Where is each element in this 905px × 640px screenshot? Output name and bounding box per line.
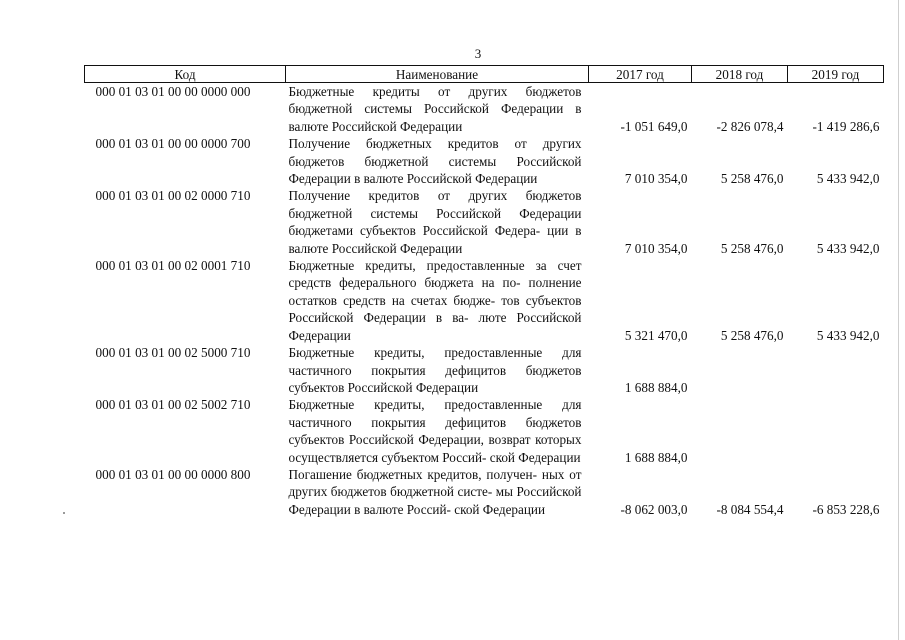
- table-row: [85, 83, 884, 136]
- header-2019: 2019 год: [788, 66, 884, 83]
- row-value-2018: -2 826 078,4: [716, 118, 784, 134]
- row-value-2018: [692, 396, 788, 466]
- row-value-2017: -8 062 003,0: [620, 501, 688, 517]
- row-code: 000 01 03 01 00 02 0001 710: [95, 258, 251, 274]
- row-value-2019: 5 433 942,0: [816, 240, 880, 256]
- row-code: 000 01 03 01 00 00 0000 700: [95, 136, 251, 152]
- table-row: [85, 257, 884, 344]
- row-name: Погашение бюджетных кредитов, получен- ных от других бюджетов бюджетной систе- мы Российской Федерации в валюте Россий- ской Федерации: [288, 466, 582, 517]
- table-body: [85, 83, 884, 519]
- row-value-2018: 5 258 476,0: [720, 240, 784, 256]
- row-value-2018: [692, 344, 788, 396]
- row-code: 000 01 03 01 00 02 5000 710: [95, 345, 251, 361]
- row-name: Бюджетные кредиты, предоставленные для частичного покрытия дефицитов бюджетов субъектов Российской Федерации: [288, 345, 582, 395]
- scan-speck: [63, 512, 65, 514]
- header-row: [85, 66, 884, 83]
- table-row: [85, 135, 884, 187]
- header-2017: 2017 год: [589, 66, 692, 83]
- row-value-2017: 1 688 884,0: [624, 449, 688, 465]
- table-row: [85, 466, 884, 518]
- row-value-2018: 5 258 476,0: [720, 327, 784, 343]
- table-row: [85, 396, 884, 466]
- row-value-2018: -8 084 554,4: [716, 501, 784, 517]
- header-code: Код: [85, 66, 286, 83]
- row-value-2017: 7 010 354,0: [624, 240, 688, 256]
- table-header: [85, 66, 884, 83]
- header-name: Наименование: [286, 66, 589, 83]
- row-name: Получение кредитов от других бюджетов бюджетной системы Российской Федерации бюджетами субъектов Российской Федера- ции в валюте Российской Федерации: [288, 188, 582, 256]
- row-value-2017: 1 688 884,0: [624, 379, 688, 395]
- table-row: [85, 187, 884, 257]
- row-code: 000 01 03 01 00 00 0000 000: [95, 84, 251, 99]
- row-value-2019: [788, 344, 884, 396]
- row-name: Бюджетные кредиты от других бюджетов бюджетной системы Российской Федерации в валюте Российской Федерации: [288, 84, 582, 134]
- row-value-2019: -1 419 286,6: [812, 118, 880, 134]
- row-value-2019: 5 433 942,0: [816, 171, 880, 187]
- row-code: 000 01 03 01 00 02 5002 710: [95, 397, 251, 413]
- row-code: 000 01 03 01 00 02 0000 710: [95, 188, 251, 204]
- row-value-2017: 7 010 354,0: [624, 171, 688, 187]
- row-name: Бюджетные кредиты, предоставленные за счет средств федерального бюджета на по- полнение остатков средств на счетах бюдже- тов субъектов Российской Федерации в ва- люте Российской Федерации: [288, 258, 582, 343]
- row-value-2019: 5 433 942,0: [816, 327, 880, 343]
- budget-table: [84, 65, 884, 518]
- row-value-2019: [788, 396, 884, 466]
- row-value-2017: -1 051 649,0: [620, 118, 688, 134]
- row-name: Получение бюджетных кредитов от других бюджетов бюджетной системы Российской Федерации в валюте Российской Федерации: [288, 136, 582, 187]
- row-value-2018: 5 258 476,0: [720, 171, 784, 187]
- header-2018: 2018 год: [692, 66, 788, 83]
- table-row: [85, 344, 884, 396]
- row-code: 000 01 03 01 00 00 0000 800: [95, 466, 251, 482]
- page-number: 3: [474, 46, 482, 61]
- row-value-2017: 5 321 470,0: [624, 327, 688, 343]
- row-name: Бюджетные кредиты, предоставленные для частичного покрытия дефицитов бюджетов субъектов Российской Федерации, возврат которых осуществляется субъектом Россий- ской Федерации: [288, 397, 582, 465]
- row-value-2019: -6 853 228,6: [812, 501, 880, 517]
- page-edge-line: [898, 0, 899, 640]
